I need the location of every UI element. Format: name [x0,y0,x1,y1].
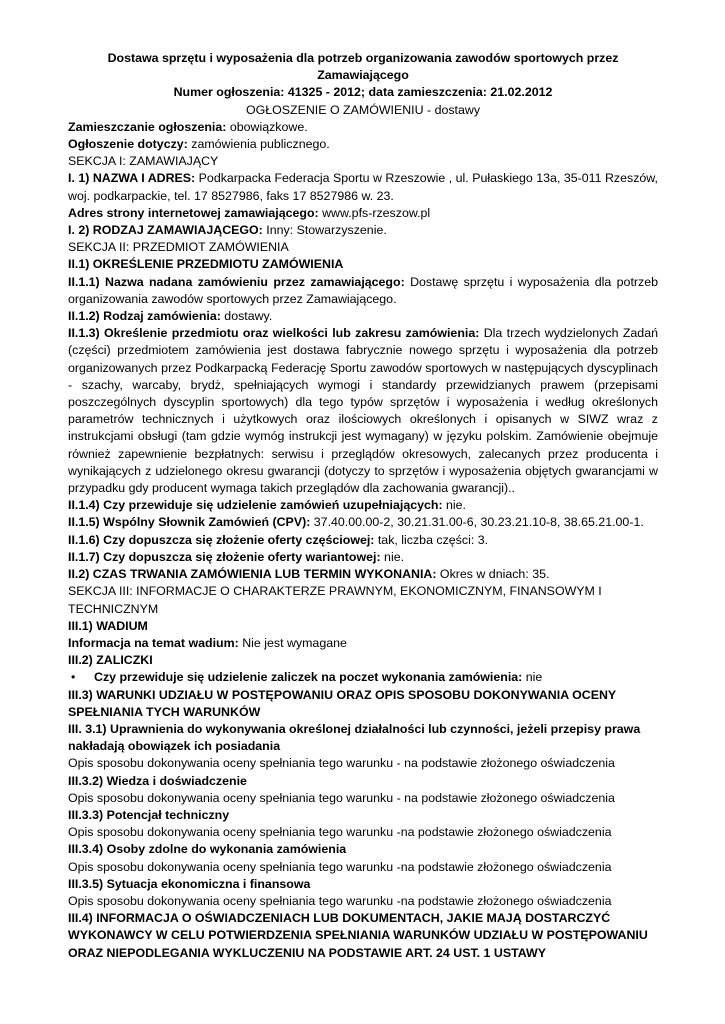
title-line-1: Dostawa sprzętu i wyposażenia dla potrzeb organizowania zawodów sportowych przez [107,51,619,65]
condition-3-text: Opis sposobu dokonywania oceny spełniania tego warunku -na podstawie złożonego oświadczenia [68,825,612,840]
bullet-icon: • [71,670,76,685]
conditions-heading: III.3) WARUNKI UDZIAŁU W POSTĘPOWANIU ORAZ OPIS SPOSOBU DOKONYWANIA OCENY SPEŁNIANIA TYCH WARUNKÓW [68,687,616,719]
section-2-title: SEKCJA II: PRZEDMIOT ZAMÓWIENIA [68,240,289,255]
contract-scope: II.1.3) Określenie przedmiotu oraz wielkości lub zakresu zamówienia: Dla trzech wydzielonych Zadań (części) przedmiotem zamówienia jest dostawa fabrycznie nowego sprzętu i wyposażenia dla potrzeb organizowanych przez Podkarpacką Federację Sportu zawodów sportowych w następujących dyscyplinach - szachy, warcaby, brydż, spełniających wymogi i standardy przewidzianych prawem (przepisami poszczególnych dyscyplin sportowych) dla tego typów sprzętów i wyposażenia i według określonych parametrów technicznych i użytkowych oraz ilościowych określonych i opisanych w SIWZ wraz z instrukcjami obsługi (tam gdzie wymóg instrukcji jest wymagany) w języku polskim. Zamówienie obejmuje również zapewnienie bezpłatnych: serwisu i przeglądów okresowych, zalecanych przez producenta i wynikających z udzielonego okresu gwarancji (dotyczy to sprzętów i wyposażenia objętych gwarancjami w przypadku gdy producent wymaga takich przeglądów dla zachowania gwarancji).. [68,326,658,496]
contract-name: II.1.1) Nazwa nadana zamówieniu przez zamawiającego: Dostawę sprzętu i wyposażenia dla potrzeb organizowania zawodów sportowych przez Zamawiającego. [68,274,658,306]
condition-2-heading: III.3.2) Wiedza i doświadczenie [68,773,247,788]
title-line-2: Zamawiającego [317,68,409,83]
partial-offers: II.1.6) Czy dopuszcza się złożenie oferty częściowej: tak, liczba części: 3. [68,532,489,547]
subject-heading: II.1) OKREŚLENIE PRZEDMIOTU ZAMÓWIENIA [68,257,344,272]
contracting-authority-name: I. 1) NAZWA I ADRES: Podkarpacka Federacja Sportu w Rzeszowie , ul. Pułaskiego 13a, 35-011 Rzeszów, woj. podkarpackie, tel. 17 8527986, faks 17 8527986 w. 23. [68,171,658,203]
announcement-type: OGŁOSZENIE O ZAMÓWIENIU - dostawy [245,102,481,117]
advances-heading: III.2) ZALICZKI [68,653,153,668]
document-title [68,50,658,102]
variant-offers: II.1.7) Czy dopuszcza się złożenie oferty wariantowej: nie. [68,549,405,564]
wadium-heading: III.1) WADIUM [68,618,148,633]
documents-heading: III.4) INFORMACJA O OŚWIADCZENIACH LUB DOKUMENTACH, JAKIE MAJĄ DOSTARCZYĆ WYKONAWCY W CELU POTWIERDZENIA SPEŁNIANIA WARUNKÓW UDZIAŁU W POSTĘPOWANIU ORAZ NIEPODLEGANIA WYKLUCZENIU NA PODSTAWIE ART. 24 UST. 1 USTAWY [68,911,648,960]
section-1-title: SEKCJA I: ZAMAWIAJĄCY [68,154,219,169]
condition-2-text: Opis sposobu dokonywania oceny spełniania tego warunku - na podstawie złożonego oświadczenia [68,790,615,805]
condition-1-text: Opis sposobu dokonywania oceny spełniania tego warunku - na podstawie złożonego oświadczenia [68,756,615,771]
website-address: Adres strony internetowej zamawiającego: www.pfs-rzeszow.pl [68,205,431,220]
condition-5-heading: III.3.5) Sytuacja ekonomiczna i finansowa [68,876,311,891]
condition-3-heading: III.3.3) Potencjał techniczny [68,807,230,822]
authority-type: I. 2) RODZAJ ZAMAWIAJĄCEGO: Inny: Stowarzyszenie. [68,223,387,238]
contract-duration: II.2) CZAS TRWANIA ZAMÓWIENIA LUB TERMIN WYKONANIA: Okres w dniach: 35. [68,567,550,582]
supplementary-orders: II.1.4) Czy przewiduje się udzielenie zamówień uzupełniających: nie. [68,498,466,513]
condition-4-text: Opis sposobu dokonywania oceny spełniania tego warunku -na podstawie złożonego oświadczenia [68,859,612,874]
advances-bullet-item: • Czy przewiduje się udzielenie zaliczek na poczet wykonania zamówienia: nie [68,669,658,686]
section-3-title: SEKCJA III: INFORMACJE O CHARAKTERZE PRAWNYM, EKONOMICZNYM, FINANSOWYM I TECHNICZNYM [68,584,602,616]
contract-kind: II.1.2) Rodzaj zamówienia: dostawy. [68,309,273,324]
wadium-info: Informacja na temat wadium: Nie jest wymagane [68,635,347,650]
announcement-number: Numer ogłoszenia: 41325 - 2012; data zamieszczenia: 21.02.2012 [173,85,553,100]
cpv-codes: II.1.5) Wspólny Słownik Zamówień (CPV): 37.40.00.00-2, 30.21.31.00-6, 30.23.21.10-8, 38.65.21.00-1. [68,515,644,530]
condition-5-text: Opis sposobu dokonywania oceny spełniania tego warunku -na podstawie złożonego oświadczenia [68,893,612,908]
announcement-concerns: Ogłoszenie dotyczy: zamówienia publicznego. [68,137,330,152]
condition-1-heading: III. 3.1) Uprawnienia do wykonywania określonej działalności lub czynności, jeżeli przepisy prawa nakładają obowiązek ich posiadania [68,721,641,754]
condition-4-heading: III.3.4) Osoby zdolne do wykonania zamówienia [68,842,347,857]
publication-obligation: Zamieszczanie ogłoszenia: obowiązkowe. [68,119,308,134]
